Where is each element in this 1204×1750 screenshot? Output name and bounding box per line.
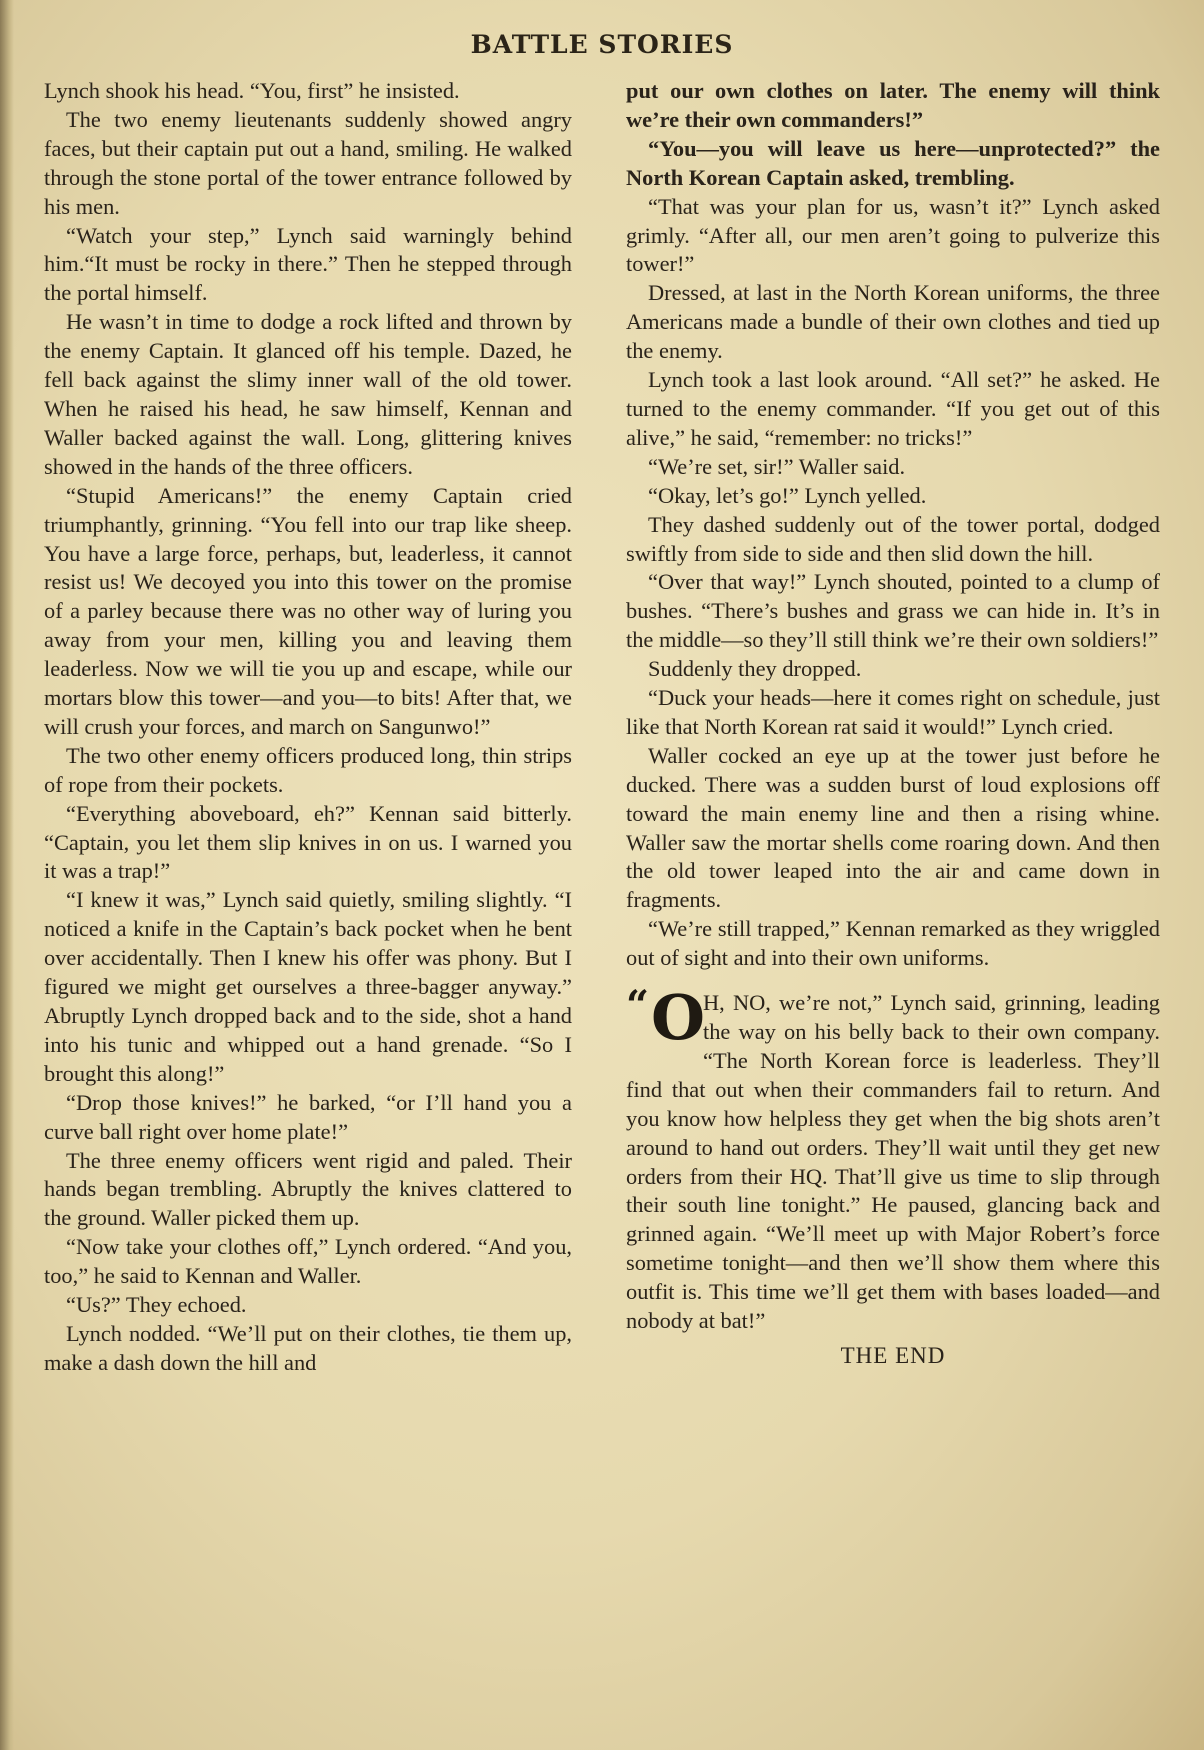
- paragraph: “Okay, let’s go!” Lynch yelled.: [648, 482, 927, 508]
- paragraph: “Us?” They echoed.: [66, 1292, 247, 1318]
- paragraph: “Stupid Americans!” the enemy Captain cried triumphantly, grinning. “You fell into our trap like sheep. You have a large force, perhaps, but, leaderless, it cannot resist us! We decoyed you into this tower on the promise of a parley because there was no other way of luring you away from your men, killing you and leaving them leaderless. Now we will tie you up and escape, while our mortars blow this tower—and you—to bits! After that, we will crush your forces, and march on Sangunwo!”: [44, 482, 572, 739]
- paragraph: Lynch nodded. “We’ll put on their clothes, tie them up, make a dash down the hill and: [44, 1320, 572, 1375]
- final-paragraph: [626, 981, 1160, 1336]
- drop-quote-mark: “: [626, 982, 650, 1030]
- drop-cap-letter: O: [651, 981, 706, 1055]
- paragraph: “That was your plan for us, wasn’t it?” Lynch asked grimly. “After all, our men aren’t going to pulverize this tower!”: [626, 193, 1160, 277]
- paragraph: Waller cocked an eye up at the tower just before he ducked. There was a sudden burst of loud explosions off toward the main enemy line and then a rising whine. Waller saw the mortar shells come roaring down. And then the old tower leaped into the air and came down in fragments.: [626, 742, 1160, 913]
- paragraph: “We’re set, sir!” Waller said.: [648, 453, 906, 479]
- paragraph: The two other enemy officers produced long, thin strips of rope from their pockets.: [44, 742, 572, 797]
- left-column: [44, 77, 572, 1378]
- right-column: [626, 77, 1160, 1371]
- paragraph: “Drop those knives!” he barked, “or I’ll hand you a curve ball right over home plate!”: [44, 1089, 572, 1144]
- paragraph: “You—you will leave us here—unprotected?” the North Korean Captain asked, trembling.: [626, 135, 1160, 190]
- paragraph: put our own clothes on later. The enemy will think we’re their own commanders!”: [626, 78, 1160, 132]
- paragraph: Suddenly they dropped.: [648, 656, 862, 682]
- final-paragraph-text: H, NO, we’re not,” Lynch said, grinning, leading the way on his belly back to their own company. “The North Korean force is leaderless. They’ll find that out when their commanders fail to return. And you know how helpless they get when the big shots aren’t around to hand out orders. They’ll wait until they get new orders from their HQ. That’ll give us time to slip through their south line tonight.” He paused, glancing back and grinned again. “We’ll meet up with Major Robert’s force sometime tonight—and then we’ll show them where this outfit is. This time we’ll get them with bases loaded—and nobody at bat!”: [626, 990, 1160, 1334]
- paragraph: “Everything aboveboard, eh?” Kennan said bitterly. “Captain, you let them slip knives in on us. I warned you it was a trap!”: [44, 800, 572, 884]
- paragraph: “Watch your step,” Lynch said warningly behind him.“It must be rocky in there.” Then he stepped through the portal himself.: [44, 222, 572, 306]
- paragraph: He wasn’t in time to dodge a rock lifted and thrown by the enemy Captain. It glanced off his temple. Dazed, he fell back against the slimy inner wall of the old tower. When he raised his head, he saw himself, Kennan and Waller backed against the wall. Long, glittering knives showed in the hands of the three officers.: [44, 309, 572, 479]
- page-spine-shadow: [0, 0, 14, 1750]
- paragraph: “We’re still trapped,” Kennan remarked as they wriggled out of sight and into their own uniforms.: [626, 916, 1160, 971]
- paragraph: The two enemy lieutenants suddenly showed angry faces, but their captain put out a hand, smiling. He walked through the stone portal of the tower entrance followed by his men.: [44, 106, 572, 219]
- paragraph: The three enemy officers went rigid and paled. Their hands began trembling. Abruptly the knives clattered to the ground. Waller picked them up.: [44, 1147, 572, 1231]
- paragraph: They dashed suddenly out of the tower portal, dodged swiftly from side to side and then slid down the hill.: [626, 511, 1160, 566]
- the-end-label: THE END: [840, 1342, 946, 1368]
- paragraph: “I knew it was,” Lynch said quietly, smiling slightly. “I noticed a knife in the Captain’s back pocket when he bent over accidentally. Then I knew his offer was phony. But I figured we might get ourselves a three-bagger anyway.” Abruptly Lynch dropped back and to the side, shot a hand into his tunic and whipped out a hand grenade. “So I brought this along!”: [44, 887, 572, 1086]
- paragraph: Lynch took a last look around. “All set?” he asked. He turned to the enemy commander. “If you get out of this alive,” he said, “remember: no tricks!”: [626, 367, 1160, 450]
- page-header: BATTLE STORIES: [470, 30, 734, 59]
- paragraph: Lynch shook his head. “You, first” he insisted.: [44, 78, 460, 103]
- paragraph: “Over that way!” Lynch shouted, pointed to a clump of bushes. “There’s bushes and grass we can hide in. It’s in the middle—so they’ll still think we’re their own soldiers!”: [626, 569, 1160, 653]
- paragraph: “Now take your clothes off,” Lynch ordered. “And you, too,” he said to Kennan and Waller.: [44, 1234, 572, 1289]
- paragraph: “Duck your heads—here it comes right on schedule, just like that North Korean rat said it would!” Lynch cried.: [626, 685, 1160, 739]
- paragraph: Dressed, at last in the North Korean uniforms, the three Americans made a bundle of their own clothes and tied up the enemy.: [626, 280, 1160, 364]
